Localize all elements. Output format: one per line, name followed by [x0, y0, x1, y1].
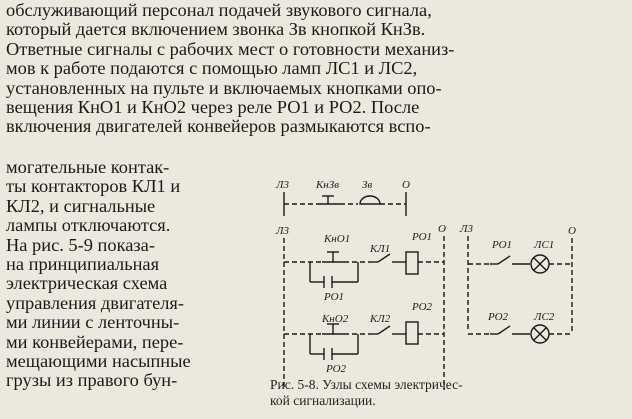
- circuit-figure: [262, 172, 618, 396]
- circuit-diagram: [262, 172, 618, 396]
- text-line: лампы отключаются.: [6, 215, 171, 236]
- button-knzv-icon: [316, 196, 340, 204]
- contact-kl2-icon: [370, 326, 406, 334]
- lamp-ls1-icon: [531, 255, 549, 273]
- contact-ro1-lamp-icon: [490, 256, 530, 264]
- label-ls2: ЛС2: [534, 311, 555, 323]
- label-o-mid: О: [438, 223, 446, 235]
- text-line: электрическая схема: [6, 273, 168, 294]
- text-line: ми линии с ленточны-: [6, 312, 180, 333]
- label-ro2-coil: РО2: [412, 301, 433, 313]
- caption-line: Рис. 5-8. Узлы схемы электричес-: [270, 377, 463, 392]
- text-line: мов к работе подаются с помощью ламп ЛС1 и ЛС2,: [6, 58, 418, 79]
- label-kl1: КЛ1: [370, 243, 391, 255]
- label-ro2-right: РО2: [488, 311, 509, 323]
- label-knzv: КнЗв: [316, 179, 339, 191]
- label-ro1-right: РО1: [492, 239, 513, 251]
- text-line: КЛ2, и сигнальные: [6, 195, 156, 216]
- label-l3-right: Л3: [460, 223, 473, 235]
- text-line: ми конвейерами, пере-: [6, 331, 184, 352]
- contact-kl1-icon: [370, 254, 406, 262]
- text-line: На рис. 5-9 показа-: [6, 234, 155, 255]
- text-line: на принципиальная: [6, 254, 160, 275]
- label-ls1: ЛС1: [534, 239, 555, 251]
- label-o-top: О: [402, 179, 410, 191]
- lamp-ls2-icon: [531, 325, 549, 343]
- label-o-right: О: [568, 225, 576, 237]
- text-line: управления двигателя-: [6, 292, 184, 313]
- text-line: ты контакторов КЛ1 и: [6, 176, 181, 197]
- label-kno2: КнО2: [322, 313, 349, 325]
- contact-ro2-lamp-icon: [490, 326, 530, 334]
- text-line: установленных на пульте и включаемых кнопками опо-: [6, 77, 442, 98]
- text-line: который дается включением звонка Зв кнопкой КнЗв.: [6, 19, 426, 40]
- label-ro1-coil: РО1: [412, 231, 433, 243]
- label-zv: Зв: [362, 179, 373, 191]
- label-l3-top: Л3: [276, 179, 289, 191]
- label-kno1: КнО1: [324, 233, 351, 245]
- text-line: вещения КнО1 и КнО2 через реле РО1 и РО2. После: [6, 97, 420, 118]
- caption-line: кой сигнализации.: [270, 392, 376, 408]
- text-line: грузы из правого бун-: [6, 370, 178, 391]
- text-line: Ответные сигналы с рабочих мест о готовности механиз-: [6, 38, 455, 59]
- figure-caption: [270, 377, 600, 408]
- text-line: обслуживающий персонал подачей звукового сигнала,: [6, 0, 432, 20]
- label-ro1-contact: РО1: [324, 291, 345, 303]
- text-line: могательные контак-: [6, 157, 170, 177]
- text-line: включения двигателей конвейеров размыкаются вспо-: [6, 116, 431, 137]
- left-column-paragraph: [6, 158, 250, 391]
- label-l3-left: Л3: [276, 225, 289, 237]
- relay-coil-ro1-icon: [406, 252, 418, 274]
- bell-icon: [360, 196, 380, 204]
- button-kno2-icon: [322, 324, 344, 334]
- text-line: мещающими насыпные: [6, 351, 191, 372]
- contact-ro1-self-icon: [310, 262, 358, 288]
- label-ro2-contact: РО2: [326, 363, 347, 375]
- label-kl2: КЛ2: [370, 313, 391, 325]
- contact-ro2-self-icon: [310, 334, 358, 360]
- relay-coil-ro2-icon: [406, 322, 418, 344]
- button-kno1-icon: [322, 252, 344, 262]
- full-width-paragraph: [6, 1, 626, 137]
